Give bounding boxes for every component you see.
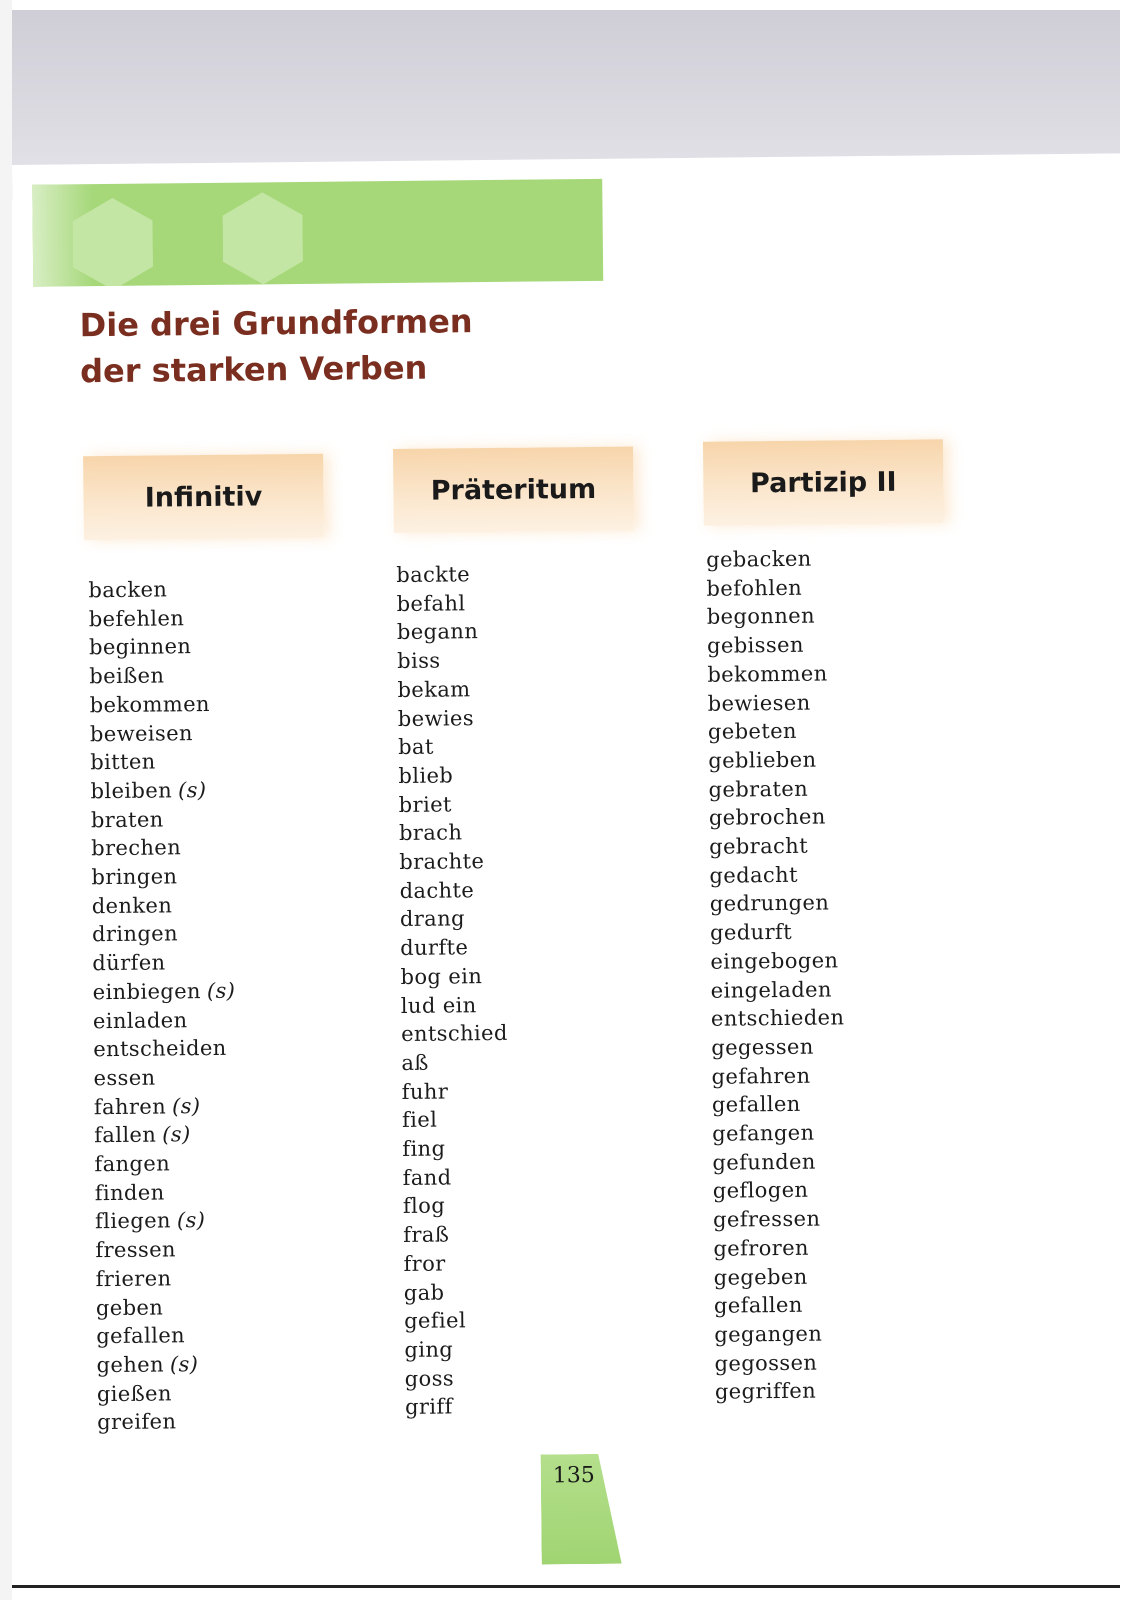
verb-praeteritum-text: fror <box>403 1251 446 1276</box>
verb-partizip <box>714 1348 848 1378</box>
verb-partizip-text: gefangen <box>712 1120 815 1146</box>
verb-infinitive <box>91 862 234 892</box>
verb-praeteritum <box>400 904 507 934</box>
verb-partizip-text: entschieden <box>710 1005 845 1031</box>
verb-infinitive-text: fressen <box>95 1237 177 1263</box>
auxiliary-sein-marker: (s) <box>162 1122 191 1147</box>
verb-infinitive-text: bleiben <box>90 778 173 804</box>
verb-partizip <box>706 544 840 574</box>
verb-partizip-text: gefahren <box>711 1063 811 1089</box>
verb-infinitive <box>93 1063 236 1093</box>
verb-infinitive-text: frieren <box>95 1266 172 1292</box>
verb-infinitive-text: bringen <box>91 864 178 890</box>
verb-infinitive-text: bitten <box>90 749 156 775</box>
verb-infinitive-text: geben <box>95 1295 164 1320</box>
verb-infinitive <box>90 747 233 777</box>
verb-infinitive-text: fangen <box>94 1151 171 1177</box>
verb-infinitive-text: fahren <box>93 1094 167 1119</box>
verb-praeteritum <box>401 1048 508 1078</box>
textbook-page <box>12 153 1132 1585</box>
verb-infinitive <box>90 690 233 720</box>
verb-partizip <box>710 917 844 947</box>
verb-partizip-text: gebraten <box>708 776 809 802</box>
verb-partizip <box>706 573 840 603</box>
verb-infinitive-text: bekommen <box>89 691 210 718</box>
verb-partizip <box>713 1204 847 1234</box>
verb-praeteritum <box>396 589 503 619</box>
verb-partizip <box>714 1262 848 1292</box>
verb-praeteritum-text: bat <box>397 734 434 760</box>
verb-partizip-text: gegangen <box>714 1321 823 1347</box>
verb-praeteritum <box>402 1105 509 1135</box>
auxiliary-sein-marker: (s) <box>176 1208 206 1233</box>
verb-partizip <box>708 717 842 747</box>
verb-partizip-text: gebacken <box>706 546 812 572</box>
verb-praeteritum-text: gab <box>403 1280 445 1305</box>
verb-partizip-text: bekommen <box>707 661 828 687</box>
verb-infinitive <box>96 1292 239 1322</box>
verb-praeteritum-text: durfte <box>400 935 469 961</box>
verb-praeteritum <box>402 1077 509 1107</box>
verb-partizip-text: gefallen <box>713 1293 803 1318</box>
verb-infinitive-text: essen <box>93 1065 156 1091</box>
verb-infinitive <box>92 890 235 920</box>
page-number: 135 <box>552 1462 595 1489</box>
hexagon-decoration <box>222 192 303 285</box>
verb-partizip-text: gebeten <box>707 719 798 744</box>
auxiliary-sein-marker: (s) <box>177 777 207 803</box>
verb-infinitive <box>88 575 231 605</box>
verb-praeteritum <box>397 675 504 705</box>
infinitiv-list <box>88 575 240 1438</box>
verb-infinitive <box>95 1206 238 1236</box>
scan-left-edge <box>0 0 12 1600</box>
verb-partizip <box>709 803 843 833</box>
verb-partizip-text: gebrochen <box>708 804 826 831</box>
verb-partizip <box>712 1090 846 1120</box>
verb-infinitive-text: gehen <box>96 1352 165 1378</box>
verb-praeteritum <box>401 990 508 1020</box>
verb-infinitive <box>90 718 233 748</box>
verb-partizip-text: geblieben <box>708 747 817 773</box>
verb-partizip <box>714 1291 848 1321</box>
column-header-partizip: Partizip II <box>703 439 944 526</box>
verb-praeteritum <box>401 1019 508 1049</box>
verb-infinitive <box>89 603 232 633</box>
verb-infinitive <box>93 1034 236 1064</box>
verb-praeteritum-text: biss <box>397 648 441 674</box>
verb-infinitive <box>91 804 234 834</box>
verb-partizip <box>712 1147 846 1177</box>
verb-praeteritum-text: entschied <box>400 1021 508 1047</box>
verb-infinitive <box>93 977 236 1007</box>
verb-praeteritum-text: dachte <box>399 877 475 903</box>
verb-praeteritum-text: aß <box>401 1050 429 1075</box>
auxiliary-sein-marker: (s) <box>206 978 236 1003</box>
verb-infinitive <box>96 1264 239 1294</box>
verb-infinitive-text: befehlen <box>88 605 185 631</box>
verb-partizip-text: begonnen <box>706 604 816 630</box>
auxiliary-sein-marker: (s) <box>169 1352 199 1377</box>
verb-praeteritum <box>398 703 505 733</box>
verb-partizip-text: gebracht <box>709 833 809 859</box>
verb-partizip <box>708 688 842 718</box>
verb-praeteritum-text: bewies <box>397 705 475 731</box>
verb-infinitive <box>97 1378 240 1408</box>
column-header-infinitiv: Infinitiv <box>83 454 324 541</box>
verb-partizip <box>709 860 843 890</box>
verb-partizip-text: gedacht <box>709 862 798 888</box>
verb-partizip <box>707 630 841 660</box>
verb-praeteritum <box>402 1134 509 1164</box>
verb-infinitive-text: beweisen <box>89 720 194 746</box>
verb-praeteritum <box>400 962 507 992</box>
verb-infinitive <box>89 661 232 691</box>
verb-praeteritum <box>399 847 506 877</box>
verb-partizip <box>713 1233 847 1263</box>
verb-praeteritum <box>400 933 507 963</box>
verb-partizip <box>708 745 842 775</box>
verb-partizip-text: gegessen <box>711 1034 814 1060</box>
verb-infinitive <box>95 1235 238 1265</box>
verb-praeteritum-text: fiel <box>401 1107 438 1133</box>
verb-partizip-text: eingeladen <box>710 977 832 1003</box>
verb-infinitive <box>94 1091 237 1121</box>
verb-infinitive-text: backen <box>88 577 168 603</box>
verb-praeteritum-text: backte <box>396 562 471 587</box>
verb-praeteritum-text: fing <box>402 1136 446 1162</box>
verb-partizip-text: eingebogen <box>710 948 839 974</box>
verb-infinitive <box>89 632 232 662</box>
verb-partizip <box>710 889 844 919</box>
verb-praeteritum <box>402 1163 509 1193</box>
verb-infinitive-text: dringen <box>91 921 179 947</box>
verb-partizip <box>713 1176 847 1206</box>
verb-infinitive <box>96 1350 239 1380</box>
verb-partizip <box>714 1319 848 1349</box>
verb-praeteritum <box>405 1392 512 1422</box>
verb-infinitive-text: brechen <box>91 835 182 861</box>
verb-partizip <box>715 1377 849 1407</box>
verb-infinitive <box>94 1149 237 1179</box>
verb-partizip-text: gedrungen <box>709 890 830 917</box>
verb-praeteritum-text: drang <box>399 906 466 932</box>
verb-praeteritum-text: bekam <box>397 677 471 702</box>
verb-praeteritum-text: gefiel <box>404 1308 467 1334</box>
verb-partizip-text: gegeben <box>713 1264 808 1290</box>
verb-infinitive-text: einladen <box>92 1007 188 1033</box>
verb-infinitive-text: denken <box>91 893 173 918</box>
verb-infinitive-text: beginnen <box>88 634 192 660</box>
verb-infinitive <box>97 1407 240 1437</box>
verb-praeteritum-text: bog ein <box>400 963 483 989</box>
auxiliary-sein-marker: (s) <box>171 1093 201 1119</box>
verb-infinitive <box>91 833 234 863</box>
column-header-praeteritum: Präteritum <box>393 447 634 534</box>
verb-praeteritum <box>404 1335 511 1365</box>
verb-infinitive-text: dürfen <box>92 950 166 976</box>
verb-partizip-text: gefallen <box>711 1092 801 1118</box>
verb-infinitive <box>94 1120 237 1150</box>
verb-partizip-text: bewiesen <box>707 690 811 716</box>
verb-praeteritum <box>403 1220 510 1250</box>
verb-infinitive <box>92 948 235 978</box>
verb-praeteritum-text: fand <box>402 1165 452 1190</box>
verb-praeteritum-text: ging <box>404 1337 454 1362</box>
verb-infinitive-text: beißen <box>89 663 165 689</box>
verb-partizip <box>711 1061 845 1091</box>
verb-praeteritum-text: fraß <box>403 1222 450 1248</box>
verb-praeteritum-text: briet <box>398 792 452 817</box>
verb-praeteritum <box>399 789 506 819</box>
verb-praeteritum <box>398 761 505 791</box>
verb-infinitive <box>92 919 235 949</box>
verb-infinitive <box>96 1321 239 1351</box>
verb-praeteritum-text: brach <box>398 820 463 846</box>
verb-praeteritum-text: goss <box>404 1366 455 1391</box>
verb-praeteritum-text: begann <box>396 619 479 645</box>
verb-infinitive-text: braten <box>90 807 164 832</box>
verb-praeteritum-text: lud ein <box>400 992 477 1018</box>
verb-infinitive-text: gießen <box>96 1381 172 1406</box>
page-bottom-edge <box>12 1585 1120 1588</box>
verb-partizip <box>707 602 841 632</box>
verb-infinitive-text: einbiegen <box>92 978 202 1005</box>
verb-partizip <box>707 659 841 689</box>
verb-praeteritum-text: befahl <box>396 590 466 616</box>
verb-partizip-text: gedurft <box>709 920 793 945</box>
verb-praeteritum-text: blieb <box>398 763 454 788</box>
verb-partizip <box>711 1004 845 1034</box>
verb-praeteritum <box>403 1249 510 1279</box>
verb-partizip <box>712 1118 846 1148</box>
page-title-line-2: der starken Verben <box>79 348 428 391</box>
verb-praeteritum <box>405 1364 512 1394</box>
praeteritum-list <box>396 560 512 1422</box>
green-header-banner <box>32 179 603 287</box>
verb-praeteritum-text: fuhr <box>401 1079 449 1104</box>
verb-partizip <box>711 975 845 1005</box>
verb-praeteritum <box>396 560 503 590</box>
verb-partizip-text: gegossen <box>714 1350 818 1376</box>
verb-partizip-text: befohlen <box>706 575 803 601</box>
verb-partizip-text: gefressen <box>712 1206 821 1232</box>
verb-praeteritum <box>403 1191 510 1221</box>
verb-infinitive-text: fallen <box>94 1122 157 1148</box>
verb-partizip-text: gegriffen <box>714 1379 817 1405</box>
partizip-list <box>706 544 848 1406</box>
verb-praeteritum <box>397 617 504 647</box>
verb-partizip-text: gefunden <box>712 1149 816 1175</box>
verb-infinitive <box>93 1005 236 1035</box>
verb-partizip <box>708 774 842 804</box>
verb-praeteritum <box>404 1277 511 1307</box>
verb-infinitive-text: finden <box>94 1180 165 1205</box>
verb-partizip-text: gefroren <box>713 1235 810 1261</box>
verb-partizip <box>711 1032 845 1062</box>
verb-infinitive-text: greifen <box>97 1409 177 1435</box>
page-title <box>79 298 473 394</box>
verb-praeteritum <box>399 876 506 906</box>
verb-praeteritum <box>399 818 506 848</box>
verb-praeteritum <box>398 732 505 762</box>
verb-partizip <box>709 831 843 861</box>
verb-partizip-text: gebissen <box>706 632 804 658</box>
verb-praeteritum <box>404 1306 511 1336</box>
verb-praeteritum-text: flog <box>402 1193 446 1219</box>
verb-infinitive-text: fliegen <box>94 1208 172 1234</box>
verb-infinitive <box>95 1177 238 1207</box>
verb-praeteritum-text: brachte <box>399 849 485 875</box>
verb-partizip <box>710 946 844 976</box>
verb-partizip-text: geflogen <box>712 1178 809 1204</box>
verb-praeteritum-text: griff <box>404 1394 453 1420</box>
verb-infinitive-text: entscheiden <box>93 1036 227 1062</box>
verb-infinitive <box>90 776 233 806</box>
page-title-line-1: Die drei Grundformen <box>79 302 473 345</box>
verb-praeteritum <box>397 646 504 676</box>
verb-infinitive-text: gefallen <box>96 1323 186 1349</box>
